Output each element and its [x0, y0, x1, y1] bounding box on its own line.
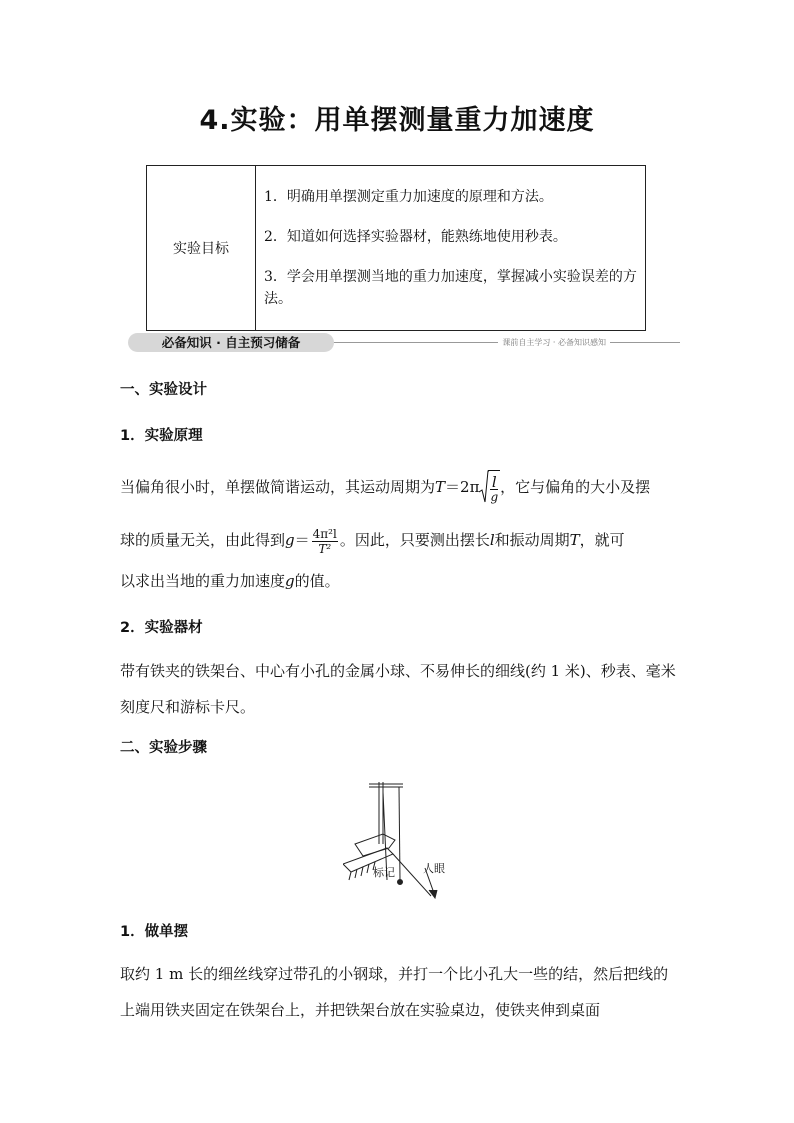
- text: ＝: [294, 531, 310, 549]
- text: ＝2π: [445, 478, 480, 496]
- text: 和振动周期: [494, 531, 570, 549]
- section1-heading: 一、实验设计: [120, 382, 207, 398]
- var-T: T: [435, 478, 446, 496]
- pendulum-apparatus-figure: [343, 772, 463, 900]
- equipment-heading: 2．实验器材: [120, 620, 203, 636]
- text: 以求出当地的重力加速度: [120, 572, 286, 590]
- text: ，它与偏角的大小及摆: [500, 478, 651, 496]
- equipment-text: 带有铁夹的铁架台、中心有小孔的金属小球、不易伸长的细线(约 1 米)、秒表、毫米刻度尺和游标卡尺。: [120, 662, 676, 716]
- step1-text: 取约 1 m 长的细丝线穿过带孔的小钢球，并打一个比小孔大一些的结，然后把线的上端用铁夹固定在铁架台上，并把铁架台放在实验桌边，使铁夹伸到桌面: [120, 965, 669, 1019]
- step1-heading: 1．做单摆: [120, 924, 189, 940]
- principle-line-1: [120, 469, 680, 507]
- goal-item: 2．知道如何选择实验器材，能熟练地使用秒表。: [264, 229, 567, 245]
- fraction-l-over-g: $\frac{l}{g}$: [490, 473, 499, 504]
- var-l: l: [489, 531, 495, 549]
- section-band: [120, 333, 680, 353]
- goals-label: 实验目标: [147, 166, 256, 331]
- text: 。因此，只要测出摆长: [339, 531, 490, 549]
- band-right-caption: 课前自主学习 · 必备知识感知: [498, 337, 610, 348]
- band-label: 必备知识 · 自主预习储备: [128, 333, 334, 352]
- goals-list: [256, 166, 646, 331]
- var-g: g: [285, 531, 295, 549]
- sqrt-expression: [479, 470, 500, 507]
- var-g: g: [285, 572, 295, 590]
- text: ，就可: [579, 531, 625, 549]
- figure-label-eye: 人眼: [423, 862, 445, 875]
- pendulum-drawing: [343, 772, 463, 900]
- var-T: T: [569, 531, 580, 549]
- principle-heading: 1．实验原理: [120, 428, 203, 444]
- page-title: 4.实验：用单摆测量重力加速度: [199, 105, 595, 136]
- section2-heading: 二、实验步骤: [120, 740, 207, 756]
- goal-item: 1．明确用单摆测定重力加速度的原理和方法。: [264, 189, 553, 205]
- text: 的值。: [294, 572, 340, 590]
- text: 球的质量无关，由此得到: [120, 531, 286, 549]
- fraction-4pi2l-over-T2: $\frac{\text{4π²l}}{\text{T²}}$: [312, 526, 337, 556]
- figure-label-mark: 标记: [373, 866, 395, 879]
- goal-item: 3．学会用单摆测当地的重力加速度，掌握减小实验误差的方法。: [264, 269, 637, 307]
- principle-line-2: [120, 522, 680, 558]
- principle-line-3: [120, 563, 680, 599]
- text: 当偏角很小时，单摆做简谐运动，其运动周期为: [120, 478, 436, 496]
- goals-table: [146, 165, 646, 331]
